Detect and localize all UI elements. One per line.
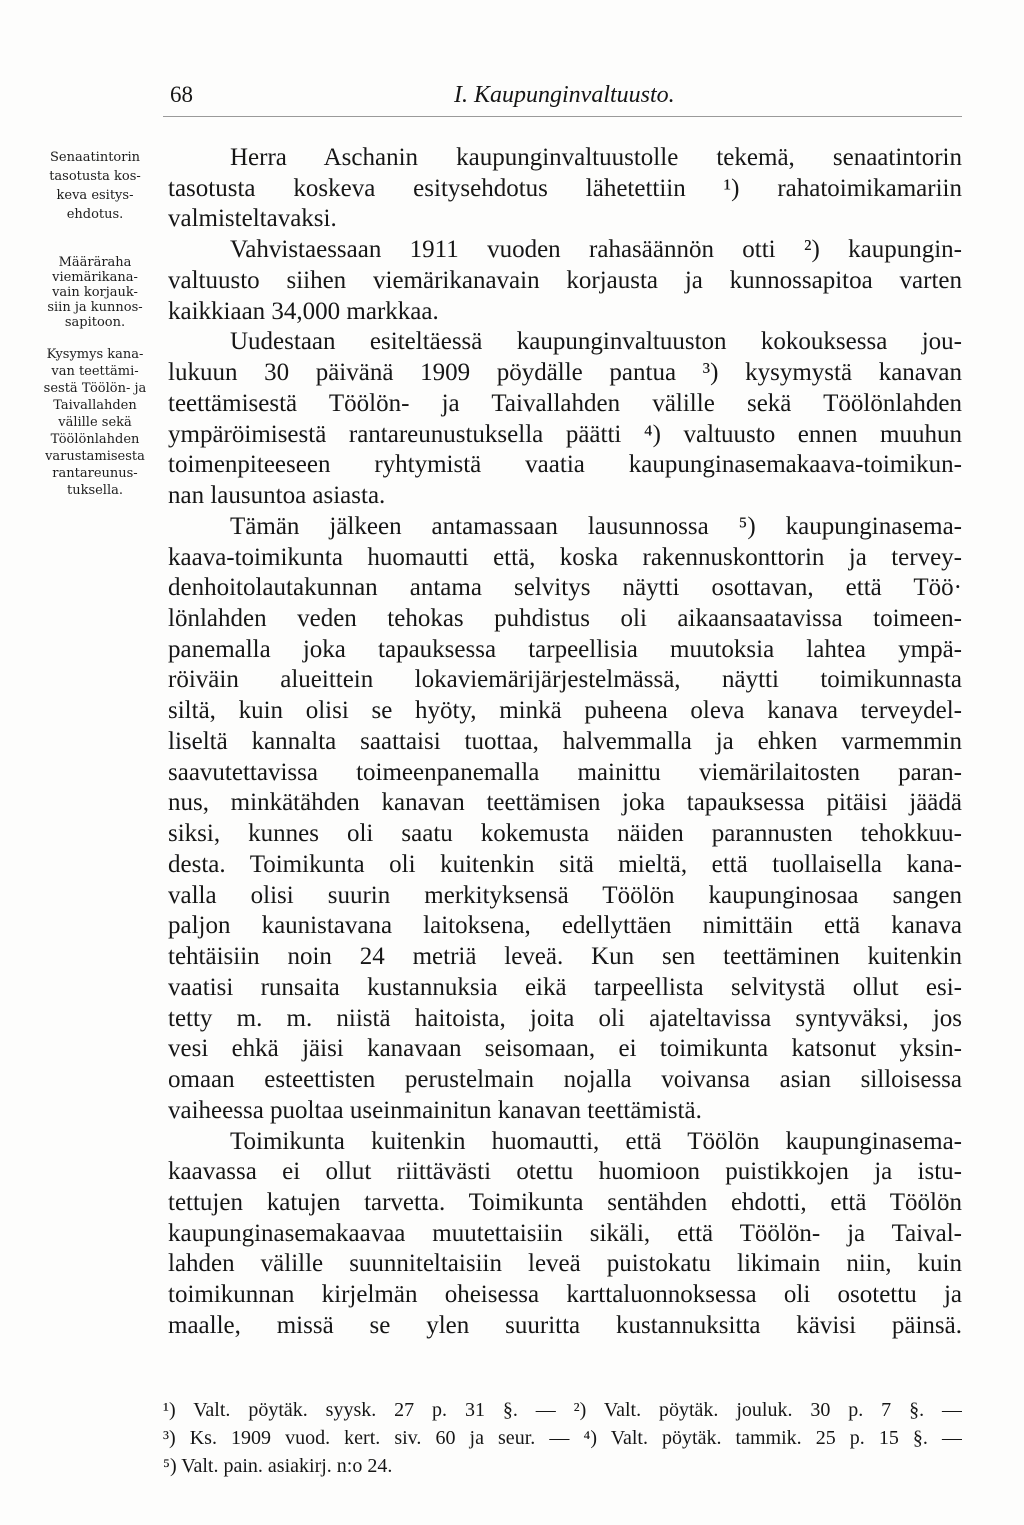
body-line: desta. Toimikunta oli kuitenkin sitä mieltä, että tuollaisella kana- [168,850,962,878]
body-line: vaatisi runsaita kustannuksia eikä tarpeellista selvitystä ollut esi- [168,973,962,1001]
header-rule [163,116,962,117]
body-line: nus, minkätähden kanavan teettämisen joka tapauksessa pitäisi jäädä [168,789,962,817]
body-line: Uudestaan esiteltäessä kaupunginvaltuuston kokouksessa jou- [230,328,962,356]
body-line: Toimikunta kuitenkin huomautti, että Töölön kaupunginasema- [230,1127,962,1155]
body-line: tettujen katujen tarvetta. Toimikunta sentähden ehdotti, että Töölön [168,1188,962,1216]
body-line: Vahvistaessaan 1911 vuoden rahasäännön otti ²) kaupungin- [230,236,962,264]
margin-note [28,255,162,330]
margin-note-line: siin ja kunnos- [47,300,143,315]
body-line: kaikkiaan 34,000 markkaa. [168,297,439,325]
body-line: denhoitolautakunnan antama selvitys näytti osottavan, että Töö· [168,574,962,602]
body-line: omaan esteettisten perustelmain nojalla voivansa asian silloisessa [168,1066,962,1094]
paragraph [168,512,962,1127]
footnote-line: ¹) Valt. pöytäk. syysk. 27 p. 31 §. — ²) Valt. pöytäk. jouluk. 30 p. 7 §. — [163,1399,962,1421]
margin-note-line: varustamisesta [45,449,145,464]
body-line: maalle, missä se ylen suuritta kustannuksitta kävisi päinsä. [168,1311,962,1339]
body-line: lahden välille suunniteltaisiin leveä puistokatu likimain niin, kuin [168,1250,962,1278]
paragraph [168,327,962,511]
margin-note-line: välille sekä [58,415,132,430]
margin-note-line: sapitoon. [64,315,126,330]
margin-note-line: Määräraha [58,255,132,270]
body-line: ympäröimisestä rantareunustuksella päätti ⁴) valtuusto ennen muuhun [168,420,962,448]
body-line: valla olisi suurin merkityksensä Töölön kaupunginosaa sangen [168,881,962,909]
body-line: röiväin alueittein lokaviemärijärjestelmässä, näytti toimikunnasta [168,666,962,694]
margin-note-line: keva esitys- [56,188,134,203]
body-line: toimikunnan kirjelmän oheisessa karttaluonnoksessa oli osotettu ja [168,1281,962,1309]
body-line: teettämisestä Töölön- ja Taivallahden välille sekä Töölönlahden [168,389,962,417]
body-line: lönlahden veden tehokas puhdistus oli aikaansaatavissa toimeen- [168,605,962,633]
body-line: panemalla joka tapauksessa tarpeellisia muutoksia lahtea ympä- [168,635,962,663]
body-line: kaupunginasemakaavaa muutettaisiin sikäli, että Töölön- ja Taival- [168,1219,962,1247]
margin-note-line: vain korjauk- [52,285,138,300]
body-line: valtuusto siihen viemärikanavain korjausta ja kunnossapitoa varten [168,266,962,294]
margin-note-line: Taivallahden [53,398,137,413]
footnote-line: ⁵) Valt. pain. asiakirj. n:o 24. [163,1455,393,1477]
margin-note-line: Töölönlahden [50,432,140,447]
margin-note-line: viemärikana- [52,270,138,285]
footnote-line: ³) Ks. 1909 vuod. kert. siv. 60 ja seur. — ⁴) Valt. pöytäk. tammik. 25 p. 15 §. — [163,1427,962,1449]
body-line: vesi ehkä jäisi kanavaan seisomaan, ei toimikunta katsonut yksin- [168,1035,962,1063]
margin-note-line: Kysymys kana- [46,347,144,362]
body-line: vaiheessa puoltaa useinmainitun kanavan teettämistä. [168,1096,702,1124]
body-line: tetty m. m. niistä haitoista, joita oli ajateltavissa syntyväksi, jos [168,1004,962,1032]
margin-note-line: van teettämi- [51,364,139,379]
body-line: kaavassa ei ollut riittävästi otettu huomioon puistikkojen ja istu- [168,1158,962,1186]
body-text [168,143,962,1342]
paragraph [168,235,962,327]
body-line: siltä, kuin olisi se hyöty, minkä puheena oleva kanava terveydel- [168,697,962,725]
body-line: Herra Aschanin kaupunginvaltuustolle tekemä, senaatintorin [230,144,962,171]
body-line: saavutettavissa toimeenpanemalla mainittu viemärilaitosten paran- [168,758,962,786]
margin-note-line: Senaatintorin [49,150,141,165]
margin-note [28,346,162,499]
margin-note-line: tuksella. [66,483,124,498]
margin-note [28,148,162,224]
paragraph [168,143,962,235]
margin-note-line: rantareunus- [52,466,138,481]
margin-note-line: sestä Töölön- ja [43,381,147,396]
margin-note-line: ehdotus. [66,207,124,222]
body-line: nan lausuntoa asiasta. [168,482,386,510]
body-line: siksi, kunnes oli saatu kokemusta näiden parannusten tehokkuu- [168,820,962,848]
footnotes [163,1396,962,1480]
body-line: liseltä kannalta saattaisi tuottaa, halvemmalla ja ehken varmemmin [168,727,962,755]
body-line: kaava-toimikunta huomautti että, koska rakennuskonttorin ja tervey- [168,543,962,571]
paragraph [168,1127,962,1342]
body-line: valmisteltavaksi. [168,205,337,233]
body-line: tehtäisiin noin 24 metriä leveä. Kun sen teettäminen kuitenkin [168,943,962,971]
body-line: lukuun 30 päivänä 1909 pöydälle pantua ³) kysymystä kanavan [168,359,962,387]
margin-note-line: tasotusta kos- [49,169,141,184]
body-line: Tämän jälkeen antamassaan lausunnossa ⁵) kaupunginasema- [230,512,962,540]
body-line: paljon kaunistavana laitoksena, edellyttäen nimittäin että kanava [168,912,962,940]
running-title: I. Kaupunginvaltuusto. [454,82,675,108]
page-number: 68 [170,82,193,107]
body-line: tasotusta koskeva esitysehdotus lähetettiin ¹) rahatoimikamariin [168,174,962,202]
body-line: toimenpiteeseen ryhtymistä vaatia kaupunginasemakaava-toimikun- [168,451,962,479]
